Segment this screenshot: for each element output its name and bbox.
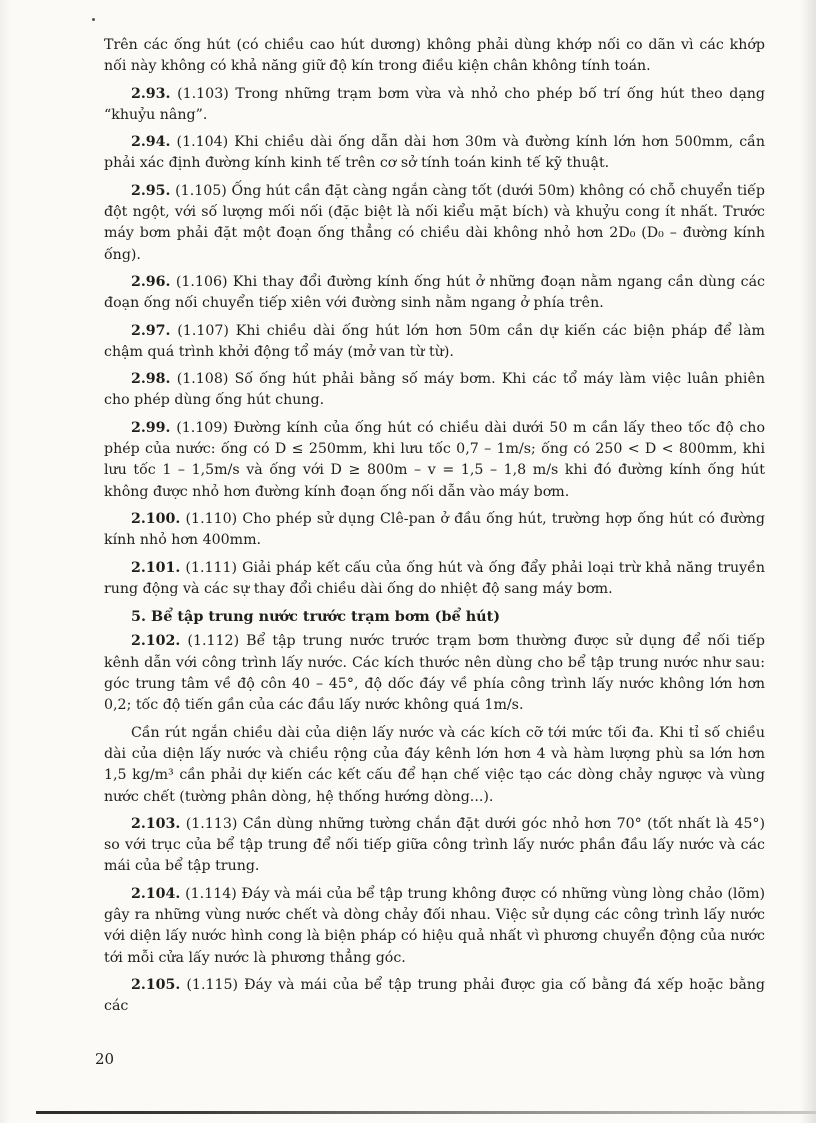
paragraph-2-102-cont: Cần rút ngắn chiều dài của diện lấy nước và các kích cỡ tới mức tối đa. Khi tỉ số chiều dài của diện lấy nước và chiều rộng của đáy kênh lớn hơn 4 và hàm lượng phù sa lớn hơn 1,5 kg/m³ cần phải dự kiến các kết cấu để hạn chế việc tạo các dòng chảy ngược và vùng nước chết (tường phân dòng, hệ thống hướng dòng...). — [104, 724, 765, 805]
clause-2-96: 2.96. (1.106) Khi thay đổi đường kính ống hút ở những đoạn nằm ngang cần dùng các đoạn ống nối chuyển tiếp xiên với đường sinh nằm ngang ở phía trên. — [104, 273, 765, 312]
clause-2-97: 2.97. (1.107) Khi chiều dài ống hút lớn hơn 50m cần dự kiến các biện pháp để làm chậm quá trình khởi động tổ máy (mở van từ từ). — [104, 322, 765, 360]
clause-2-102: 2.102. (1.112) Bể tập trung nước trước trạm bơm thường được sử dụng để nối tiếp kênh dẫn với công trình lấy nước. Các kích thước nên dùng cho bể tập trung nước như sau: góc trung tâm về độ côn 40 – 45°, độ dốc đáy về phía công trình lấy nước không lớn hơn 0,2; tốc độ tiến gần của các đầu lấy nước không quá 1m/s. — [104, 633, 765, 714]
scan-speck — [92, 18, 95, 21]
section-heading: 5. Bể tập trung nước trước trạm bơm (bể hút) — [131, 608, 501, 626]
clause-2-105: 2.105. (1.115) Đáy và mái của bể tập trung phải được gia cố bằng đá xếp hoặc bằng các — [104, 976, 765, 1015]
body-text — [104, 35, 765, 1023]
paragraph-intro: Trên các ống hút (có chiều cao hút dương) không phải dùng khớp nối co dãn vì các khớp nối này không có khả năng giữ độ kín trong điều kiện chân không tính toán. — [104, 37, 765, 75]
clause-2-93: 2.93. (1.103) Trong những trạm bơm vừa và nhỏ cho phép bố trí ống hút theo dạng “khuỷu nâng”. — [104, 85, 765, 123]
clause-2-94: 2.94. (1.104) Khi chiều dài ống dẫn dài hơn 30m và đường kính lớn hơn 500mm, cần phải xác định đường kính kinh tế trên cơ sở tính toán kinh tế kỹ thuật. — [104, 134, 765, 172]
bottom-rule — [36, 1111, 816, 1114]
scan-shadow-left — [0, 0, 10, 1123]
clause-2-101: 2.101. (1.111) Giải pháp kết cấu của ống hút và ống đẩy phải loại trừ khả năng truyền rung động và các sự thay đổi chiều dài ống do nhiệt độ sang máy bơm. — [104, 559, 765, 597]
scan-shadow-right — [800, 0, 816, 1123]
page-number: 20 — [95, 1050, 115, 1068]
clause-2-98: 2.98. (1.108) Số ống hút phải bằng số máy bơm. Khi các tổ máy làm việc luân phiên cho phép dùng ống hút chung. — [104, 371, 765, 409]
clause-2-104: 2.104. (1.114) Đáy và mái của bể tập trung không được có những vùng lòng chảo (lõm) gây ra những vùng nước chết và dòng chảy đối nhau. Việc sử dụng các công trình lấy nước với diện lấy nước hình cong là biện pháp có hiệu quả nhất vì phương chuyển động của nước tới mỗi cửa lấy nước là phương thẳng góc. — [104, 885, 765, 966]
clause-2-99: 2.99. (1.109) Đường kính của ống hút có chiều dài dưới 50 m cần lấy theo tốc độ cho phép của nước: ống có D ≤ 250mm, khi lưu tốc 0,7 – 1m/s; ống có 250 < D < 800mm, khi lưu tốc 1 – 1,5m/s và ống với D ≥ 800m – v = 1,5 – 1,8 m/s khi đó đường kính ống hút không được nhỏ hơn đường kính đoạn ống nối dẫn vào máy bơm. — [104, 419, 765, 500]
clause-2-95: 2.95. (1.105) Ống hút cần đặt càng ngắn càng tốt (dưới 50m) không có chỗ chuyển tiếp đột ngột, với số lượng mối nối (đặc biệt là nối kiểu mặt bích) và khuỷu cong ít nhất. Trước máy bơm phải đặt một đoạn ống thẳng có chiều dài không nhỏ hơn 2D₀ (D₀ – đường kính ống). — [104, 182, 765, 263]
clause-2-103: 2.103. (1.113) Cần dùng những tường chắn đặt dưới góc nhỏ hơn 70° (tốt nhất là 45°) so với trục của bể tập trung để nối tiếp giữa công trình lấy nước phần đầu lấy nước và các mái của bể tập trung. — [104, 815, 765, 875]
clause-2-100: 2.100. (1.110) Cho phép sử dụng Clê-pan ở đầu ống hút, trường hợp ống hút có đường kính nhỏ hơn 400mm. — [104, 510, 765, 549]
